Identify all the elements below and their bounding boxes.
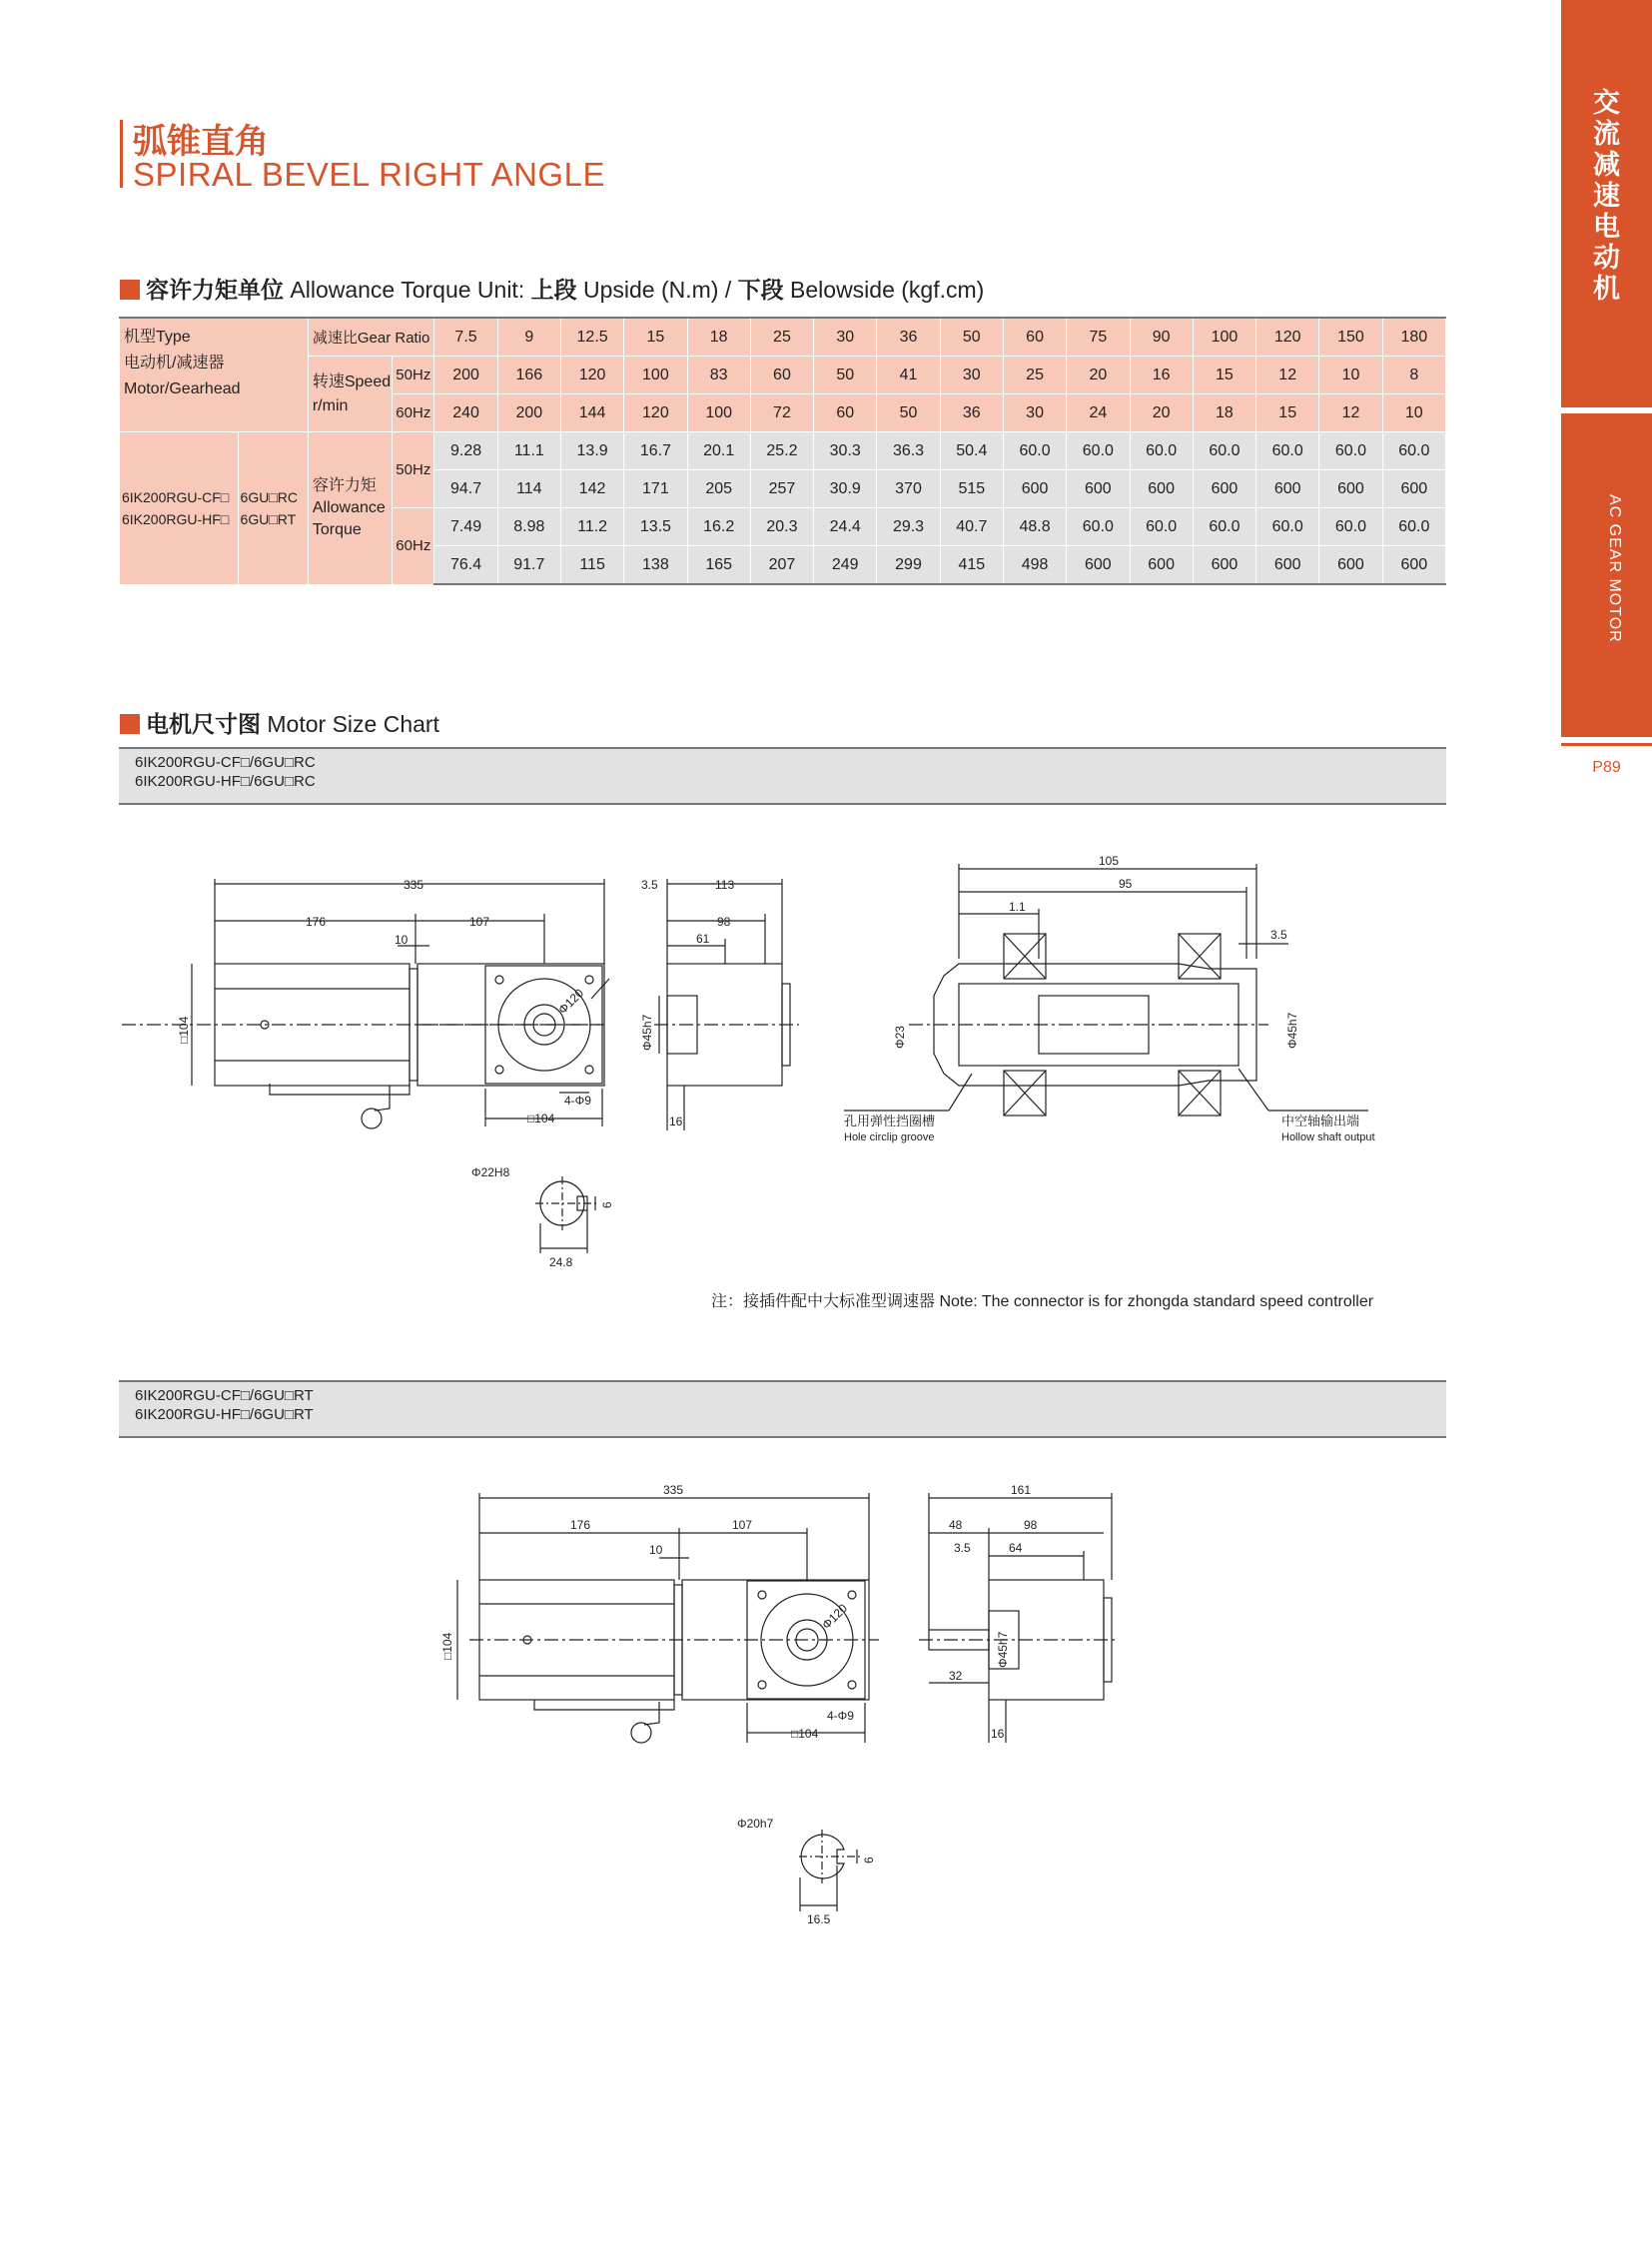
torque-cell: 249 <box>814 546 877 585</box>
speed-cell: 50 <box>814 357 877 394</box>
torque-cell: 600 <box>1256 546 1319 585</box>
speed-cell: 100 <box>687 394 750 432</box>
speed-cell: 166 <box>497 357 560 394</box>
ratio-cell: 30 <box>814 318 877 357</box>
torque-cell: 142 <box>560 470 623 508</box>
torque-cell: 60.0 <box>1130 432 1193 470</box>
speed-cell: 15 <box>1193 357 1255 394</box>
rt-dim-32: 32 <box>949 1669 963 1683</box>
speed-cell: 30 <box>940 357 1003 394</box>
torque-cell: 600 <box>1319 470 1382 508</box>
speed-cell: 120 <box>624 394 687 432</box>
torque-cell: 60.0 <box>1193 508 1255 546</box>
torque-cell: 257 <box>750 470 813 508</box>
ratio-cell: 60 <box>1003 318 1066 357</box>
dim-335: 335 <box>404 878 424 892</box>
model-bar-rc: 6IK200RGU-CF□/6GU□RC 6IK200RGU-HF□/6GU□RC <box>119 747 1446 805</box>
rt-dim-phi20h7: Φ20h7 <box>737 1817 774 1831</box>
speed-cell: 100 <box>624 357 687 394</box>
torque-cell: 115 <box>560 546 623 585</box>
dim-holes: 4-Φ9 <box>564 1094 591 1108</box>
page-number: P89 <box>1592 759 1621 776</box>
torque-cell: 30.9 <box>814 470 877 508</box>
rt-dim-64: 64 <box>1009 1541 1023 1555</box>
rt-dim-98: 98 <box>1024 1518 1038 1532</box>
torque-cell: 60.0 <box>1319 432 1382 470</box>
hz60-label: 60Hz <box>393 394 434 432</box>
ratio-cell: 15 <box>624 318 687 357</box>
speed-cell: 18 <box>1193 394 1255 432</box>
dim-95: 95 <box>1119 877 1133 891</box>
ratio-cell: 150 <box>1319 318 1382 357</box>
torque-cell: 498 <box>1003 546 1066 585</box>
rt-dim-10: 10 <box>649 1543 663 1557</box>
speed-cell: 24 <box>1067 394 1130 432</box>
torque-cell: 60.0 <box>1003 432 1066 470</box>
torque-cell: 7.49 <box>434 508 497 546</box>
torque-cell: 138 <box>624 546 687 585</box>
torque-cell: 60.0 <box>1319 508 1382 546</box>
speed-cell: 16 <box>1130 357 1193 394</box>
torque-cell: 40.7 <box>940 508 1003 546</box>
ratio-cell: 75 <box>1067 318 1130 357</box>
torque-cell: 60.0 <box>1382 432 1445 470</box>
speed-cell: 60 <box>750 357 813 394</box>
speed-cell: 83 <box>687 357 750 394</box>
sidebar-category-en: AC GEAR MOTOR <box>1606 494 1623 643</box>
page-title-cn: 弧锥直角 <box>133 123 269 161</box>
dim-phi22h8: Φ22H8 <box>471 1165 510 1179</box>
dim-10: 10 <box>395 933 409 947</box>
speed-cell: 50 <box>877 394 940 432</box>
torque-cell: 30.3 <box>814 432 877 470</box>
dim-3-5: 3.5 <box>641 878 658 892</box>
hz50-label: 50Hz <box>393 432 434 508</box>
ratio-cell: 25 <box>750 318 813 357</box>
torque-cell: 50.4 <box>940 432 1003 470</box>
torque-cell: 600 <box>1067 546 1130 585</box>
torque-cell: 25.2 <box>750 432 813 470</box>
rt-dim-176: 176 <box>570 1518 591 1532</box>
speed-cell: 120 <box>560 357 623 394</box>
ratio-cell: 12.5 <box>560 318 623 357</box>
rt-shaft-key-detail <box>799 1830 861 1911</box>
dim-phi45h7: Φ45h7 <box>640 1014 654 1051</box>
rt-dim-holes: 4-Φ9 <box>827 1709 854 1723</box>
dim-61: 61 <box>696 932 710 946</box>
torque-cell: 600 <box>1319 546 1382 585</box>
ratio-cell: 7.5 <box>434 318 497 357</box>
speed-cell: 200 <box>497 394 560 432</box>
torque-cell: 165 <box>687 546 750 585</box>
speed-cell: 60 <box>814 394 877 432</box>
torque-cell: 600 <box>1382 470 1445 508</box>
torque-cell: 20.3 <box>750 508 813 546</box>
dim-phi120: Φ120 <box>555 986 587 1018</box>
torque-cell: 24.4 <box>814 508 877 546</box>
torque-cell: 515 <box>940 470 1003 508</box>
torque-cell: 48.8 <box>1003 508 1066 546</box>
hz50-label: 50Hz <box>393 357 434 394</box>
dim-phi23: Φ23 <box>893 1026 907 1049</box>
dim-sq104: □104 <box>177 1016 191 1044</box>
torque-cell: 16.2 <box>687 508 750 546</box>
speed-cell: 72 <box>750 394 813 432</box>
torque-cell: 600 <box>1382 546 1445 585</box>
speed-cell: 144 <box>560 394 623 432</box>
torque-cell: 60.0 <box>1130 508 1193 546</box>
speed-cell: 41 <box>877 357 940 394</box>
torque-cell: 60.0 <box>1256 432 1319 470</box>
rc-bore-detail <box>535 1176 597 1253</box>
speed-cell: 10 <box>1382 394 1445 432</box>
torque-cell: 76.4 <box>434 546 497 585</box>
speed-cell: 36 <box>940 394 1003 432</box>
torque-cell: 600 <box>1256 470 1319 508</box>
torque-cell: 600 <box>1130 470 1193 508</box>
speed-cell: 240 <box>434 394 497 432</box>
rt-dim-3-5: 3.5 <box>954 1541 971 1555</box>
torque-cell: 91.7 <box>497 546 560 585</box>
torque-cell: 205 <box>687 470 750 508</box>
rt-dim-161: 161 <box>1011 1483 1032 1497</box>
torque-cell: 60.0 <box>1256 508 1319 546</box>
torque-cell: 600 <box>1193 470 1255 508</box>
torque-cell: 207 <box>750 546 813 585</box>
torque-cell: 415 <box>940 546 1003 585</box>
ratio-cell: 90 <box>1130 318 1193 357</box>
dim-113: 113 <box>715 878 735 892</box>
gear-ratio-header: 减速比Gear Ratio <box>308 318 434 357</box>
torque-cell: 600 <box>1130 546 1193 585</box>
rt-motor-side-view <box>457 1493 879 1743</box>
sidebar-category-cn: 交 流 减 速 电 动 机 <box>1593 88 1620 304</box>
dim-24-8: 24.8 <box>549 1255 573 1269</box>
dim-107: 107 <box>469 915 490 929</box>
torque-cell: 94.7 <box>434 470 497 508</box>
torque-header: 容许力矩 Allowance Torque <box>308 432 392 585</box>
speed-cell: 25 <box>1003 357 1066 394</box>
rt-dim-sq104-bottom: □104 <box>791 1727 819 1741</box>
dim-16: 16 <box>669 1115 683 1128</box>
hz60-label: 60Hz <box>393 508 434 585</box>
model-gear-cell: 6GU□RC 6GU□RT <box>238 432 308 585</box>
torque-cell: 60.0 <box>1193 432 1255 470</box>
dim-1-1: 1.1 <box>1009 900 1026 914</box>
connector-note: 注：接插件配中大标准型调速器 Note: The connector is for zhongda standard speed controller <box>711 1293 1374 1310</box>
torque-cell: 114 <box>497 470 560 508</box>
type-header: 机型Type 电动机/减速器 Motor/Gearhead <box>120 318 309 432</box>
rt-dim-335: 335 <box>663 1483 684 1497</box>
torque-cell: 299 <box>877 546 940 585</box>
speed-cell: 20 <box>1130 394 1193 432</box>
torque-cell: 20.1 <box>687 432 750 470</box>
size-section-heading: 电机尺寸图 Motor Size Chart <box>120 706 439 739</box>
torque-cell: 13.5 <box>624 508 687 546</box>
rt-dim-48: 48 <box>949 1518 963 1532</box>
rt-dim-16-5: 16.5 <box>807 1912 831 1926</box>
dim-3-5-shaft: 3.5 <box>1270 928 1287 942</box>
torque-cell: 171 <box>624 470 687 508</box>
model-bar-rt: 6IK200RGU-CF□/6GU□RT 6IK200RGU-HF□/6GU□RT <box>119 1380 1446 1438</box>
speed-cell: 200 <box>434 357 497 394</box>
torque-cell: 600 <box>1067 470 1130 508</box>
ratio-cell: 180 <box>1382 318 1445 357</box>
dim-phi45h7-shaft: Φ45h7 <box>1285 1012 1299 1049</box>
rc-motor-side-view <box>122 879 609 1128</box>
hole-circlip-en: Hole circlip groove <box>844 1131 935 1143</box>
torque-cell: 13.9 <box>560 432 623 470</box>
dim-176: 176 <box>306 915 327 929</box>
torque-cell: 11.2 <box>560 508 623 546</box>
torque-cell: 16.7 <box>624 432 687 470</box>
hollow-shaft-en: Hollow shaft output <box>1281 1131 1375 1143</box>
rt-dim-6: 6 <box>862 1857 876 1864</box>
speed-cell: 20 <box>1067 357 1130 394</box>
ratio-cell: 18 <box>687 318 750 357</box>
speed-cell: 8 <box>1382 357 1445 394</box>
dim-98: 98 <box>717 915 731 929</box>
torque-cell: 600 <box>1003 470 1066 508</box>
torque-section-heading: 容许力矩单位 Allowance Torque Unit: 上段 Upside (N.m) / 下段 Belowside (kgf.cm) <box>120 272 984 305</box>
ratio-cell: 120 <box>1256 318 1319 357</box>
ratio-cell: 36 <box>877 318 940 357</box>
speed-cell: 30 <box>1003 394 1066 432</box>
speed-cell: 12 <box>1256 357 1319 394</box>
model-motor-cell: 6IK200RGU-CF□ 6IK200RGU-HF□ <box>120 432 239 585</box>
ratio-cell: 50 <box>940 318 1003 357</box>
dim-sq104-bottom: □104 <box>527 1112 555 1125</box>
torque-cell: 370 <box>877 470 940 508</box>
hole-circlip-cn: 孔用弹性挡圈槽 <box>844 1114 936 1128</box>
dim-6: 6 <box>600 1201 614 1208</box>
rc-hollow-shaft-section <box>844 864 1368 1116</box>
torque-cell: 60.0 <box>1382 508 1445 546</box>
rt-dim-16: 16 <box>991 1727 1005 1741</box>
ratio-cell: 100 <box>1193 318 1255 357</box>
speed-header: 转速Speed r/min <box>308 357 392 432</box>
speed-cell: 12 <box>1319 394 1382 432</box>
torque-cell: 29.3 <box>877 508 940 546</box>
rt-dim-phi120: Φ120 <box>819 1601 851 1633</box>
torque-cell: 36.3 <box>877 432 940 470</box>
speed-cell: 10 <box>1319 357 1382 394</box>
torque-cell: 600 <box>1193 546 1255 585</box>
ratio-cell: 9 <box>497 318 560 357</box>
speed-cell: 15 <box>1256 394 1319 432</box>
torque-cell: 9.28 <box>434 432 497 470</box>
rt-dim-phi45h7: Φ45h7 <box>996 1631 1010 1668</box>
page-title-en: SPIRAL BEVEL RIGHT ANGLE <box>133 156 605 193</box>
dim-105: 105 <box>1099 854 1120 868</box>
torque-cell: 60.0 <box>1067 508 1130 546</box>
rt-dim-sq104: □104 <box>440 1632 454 1660</box>
rt-dim-107: 107 <box>732 1518 753 1532</box>
torque-cell: 8.98 <box>497 508 560 546</box>
hollow-shaft-cn: 中空轴输出端 <box>1281 1114 1360 1128</box>
torque-cell: 11.1 <box>497 432 560 470</box>
torque-cell: 60.0 <box>1067 432 1130 470</box>
